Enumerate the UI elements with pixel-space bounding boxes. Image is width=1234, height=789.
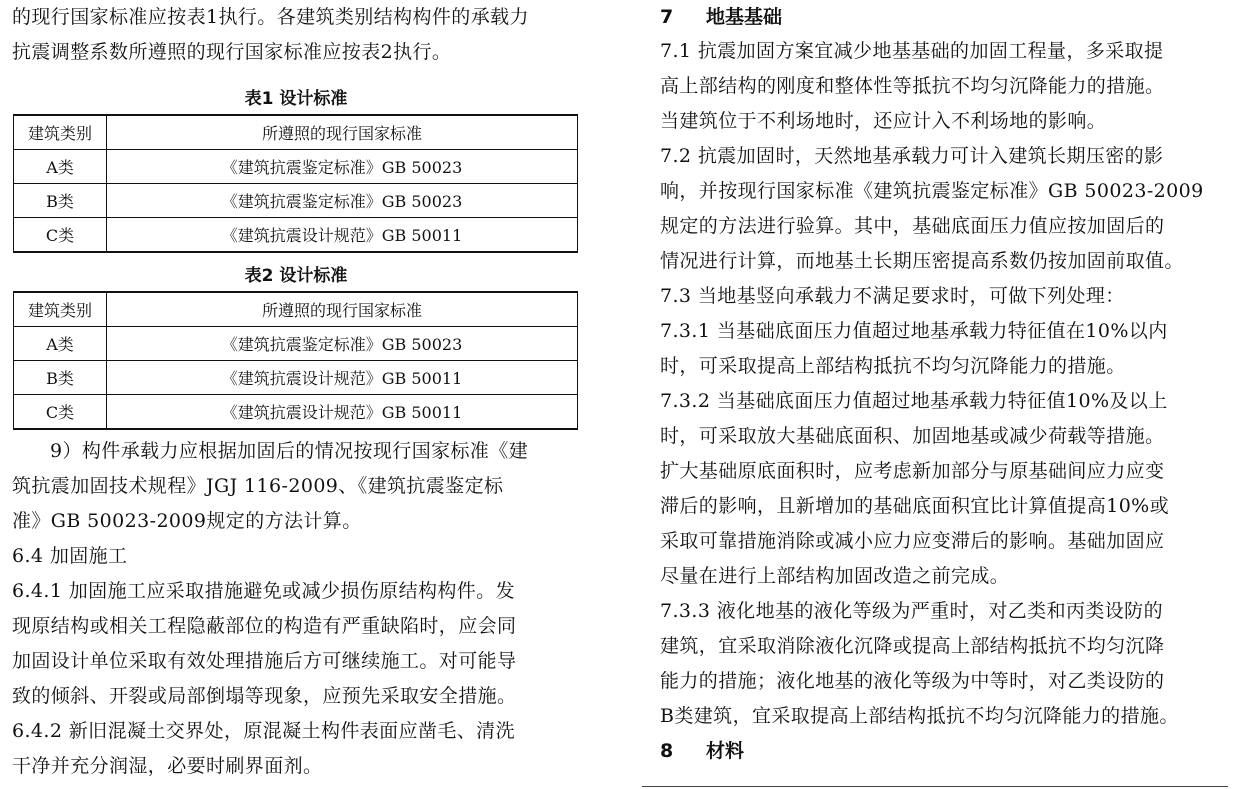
body-line: 现原结构或相关工程隐蔽部位的构造有严重缺陷时，应会同 <box>12 615 517 637</box>
body-line: 的现行国家标准应按表1执行。各建筑类别结构构件的承载力 <box>12 6 529 28</box>
table-cell: 《建筑抗震鉴定标准》GB 50023 <box>107 327 578 361</box>
body-line: 筑抗震加固技术规程》JGJ 116-2009、《建筑抗震鉴定标 <box>12 475 504 497</box>
table-header-cell: 所遵照的现行国家标准 <box>107 115 578 150</box>
body-line: 致的倾斜、开裂或局部倒塌等现象，应预先采取安全措施。 <box>12 685 517 707</box>
table-cell: 《建筑抗震鉴定标准》GB 50023 <box>107 150 578 184</box>
table-header-cell: 所遵照的现行国家标准 <box>107 292 578 327</box>
body-line: 时，可采取提高上部结构抵抗不均匀沉降能力的措施。 <box>660 355 1126 377</box>
body-line: 规定的方法进行验算。其中，基础底面压力值应按加固后的 <box>660 215 1165 237</box>
body-line: B类建筑，宜采取提高上部结构抵抗不均匀沉降能力的措施。 <box>660 705 1179 727</box>
table-cell: C类 <box>14 218 107 253</box>
body-line: 7.3.3 液化地基的液化等级为严重时，对乙类和丙类设防的 <box>660 600 1163 622</box>
table-row <box>14 218 578 253</box>
table-cell: B类 <box>14 184 107 218</box>
section-heading-7 <box>660 0 1226 34</box>
body-line: 7.3.2 当基础底面压力值超过地基承载力特征值10%及以上 <box>660 390 1168 412</box>
table-cell: A类 <box>14 150 107 184</box>
table-header-row <box>14 292 578 327</box>
body-line: 7.3 当地基竖向承载力不满足要求时，可做下列处理： <box>660 285 1125 307</box>
table-cell: A类 <box>14 327 107 361</box>
table-header-cell: 建筑类别 <box>14 115 107 150</box>
bottom-rule <box>642 786 1228 787</box>
body-line: 响，并按现行国家标准《建筑抗震鉴定标准》GB 50023-2009 <box>660 180 1204 202</box>
left-column <box>12 0 580 784</box>
body-line: 能力的措施；液化地基的液化等级为中等时，对乙类设防的 <box>660 670 1165 692</box>
table-cell: 《建筑抗震设计规范》GB 50011 <box>107 218 578 253</box>
section-heading-6-4: 6.4 加固施工 <box>12 545 128 567</box>
table1 <box>13 114 578 253</box>
section-heading-8 <box>660 734 1226 768</box>
body-line: 6.4.1 加固施工应采取措施避免或减少损伤原结构构件。发 <box>12 580 515 602</box>
body-line: 高上部结构的刚度和整体性等抵抗不均匀沉降能力的措施。 <box>660 75 1165 97</box>
body-line: 7.1 抗震加固方案宜减少地基基础的加固工程量，多采取提 <box>660 40 1164 62</box>
section-title: 材料 <box>706 740 745 762</box>
table-cell: B类 <box>14 361 107 395</box>
section-number: 8 <box>660 740 674 762</box>
table-cell: 《建筑抗震设计规范》GB 50011 <box>107 361 578 395</box>
body-line: 7.3.1 当基础底面压力值超过地基承载力特征值在10%以内 <box>660 320 1168 342</box>
table2-caption: 表2 设计标准 <box>244 266 348 286</box>
body-line: 尽量在进行上部结构加固改造之前完成。 <box>660 565 1010 587</box>
body-line: 7.2 抗震加固时，天然地基承载力可计入建筑长期压密的影 <box>660 145 1164 167</box>
table-row <box>14 184 578 218</box>
table-row <box>14 395 578 430</box>
body-line: 抗震调整系数所遵照的现行国家标准应按表2执行。 <box>12 41 452 63</box>
section-title: 地基基础 <box>706 6 783 28</box>
table-row <box>14 150 578 184</box>
body-line: 加固设计单位采取有效处理措施后方可继续施工。对可能导 <box>12 650 517 672</box>
body-line: 采取可靠措施消除或减小应力应变滞后的影响。基础加固应 <box>660 530 1165 552</box>
body-line: 情况进行计算，而地基土长期压密提高系数仍按加固前取值。 <box>660 250 1184 272</box>
table-cell: 《建筑抗震设计规范》GB 50011 <box>107 395 578 430</box>
body-line: 9）构件承载力应根据加固后的情况按现行国家标准《建 <box>50 440 529 462</box>
table-header-cell: 建筑类别 <box>14 292 107 327</box>
body-line: 当建筑位于不利场地时，还应计入不利场地的影响。 <box>660 110 1107 132</box>
table2 <box>13 291 578 430</box>
body-line: 干净并充分润湿，必要时刷界面剂。 <box>12 755 323 777</box>
section-number: 7 <box>660 6 674 28</box>
table-cell: 《建筑抗震鉴定标准》GB 50023 <box>107 184 578 218</box>
body-line: 时，可采取放大基础底面积、加固地基或减少荷载等措施。 <box>660 425 1165 447</box>
body-line: 建筑，宜采取消除液化沉降或提高上部结构抵抗不均匀沉降 <box>660 635 1165 657</box>
table-row <box>14 361 578 395</box>
table1-caption: 表1 设计标准 <box>244 89 348 109</box>
body-line: 6.4.2 新旧混凝土交界处，原混凝土构件表面应凿毛、清洗 <box>12 720 515 742</box>
table-cell: C类 <box>14 395 107 430</box>
right-column <box>660 0 1226 768</box>
body-line: 滞后的影响，且新增加的基础底面积宜比计算值提高10%或 <box>660 495 1170 517</box>
table-header-row <box>14 115 578 150</box>
body-line: 准》GB 50023-2009规定的方法计算。 <box>12 510 362 532</box>
body-line: 扩大基础原底面积时，应考虑新加部分与原基础间应力应变 <box>660 460 1165 482</box>
table-row <box>14 327 578 361</box>
